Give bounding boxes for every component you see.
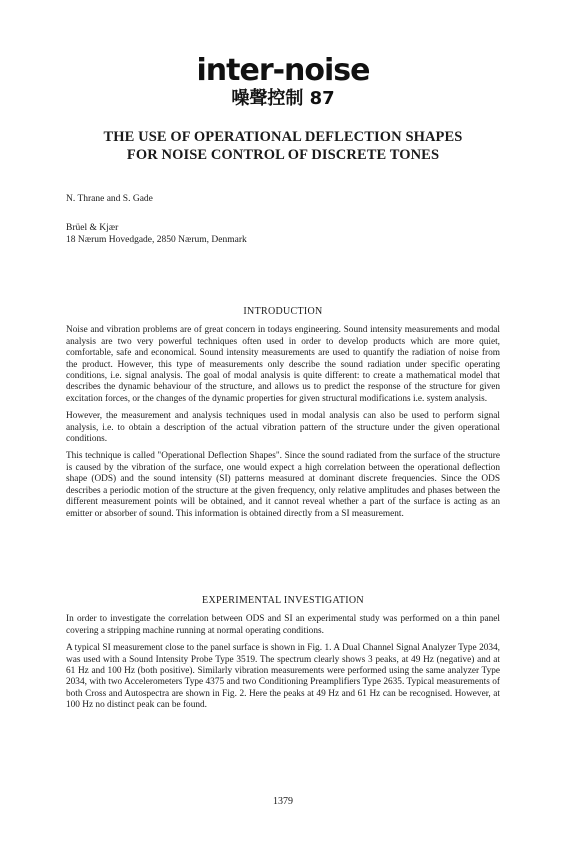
paragraph: A typical SI measurement close to the panel surface is shown in Fig. 1. A Dual Channel Signal Analyzer Type 2034, was used with a Sound Intensity Probe Type 3519. The spectrum clearly shows 3 peaks, at 49 Hz (negative) and at 61 Hz and 100 Hz (both positive). Similarly vibration measurements were performed using the same analyzer Type 2034, with two Accelerometers Type 4375 and two Conditioning Preamplifiers Type 2635. Typical measurements of both Cross and Autospectra are shown in Fig. 2. Here the peaks at 49 Hz and 61 Hz can be recognised. However, at 100 Hz no distinct peak can be found. bbox=[66, 643, 500, 711]
paragraph: In order to investigate the correlation between ODS and SI an experimental study was performed on a thin panel covering a stripping machine running at normal operating conditions. bbox=[66, 614, 500, 636]
conference-logo bbox=[0, 55, 566, 110]
paragraph: Noise and vibration problems are of great concern in todays engineering. Sound intensity measurements and modal analysis are two very powerful techniques often used in order to develop products which are more quiet, comfortable, safe and economical. Sound intensity measurements are used to quantify the radiation of noise from the product. However, this type of measurements only describe the sound radiation under specific operating conditions, i.e. signal analysis. The goal of modal analysis is quite different: to create a mathematical model that describes the dynamic behaviour of the structure, and allows us to predict the response of the structure for given excitation forces, or the changes of the dynamic properties for given structural modifications i.e. system analysis. bbox=[66, 325, 500, 404]
affiliation-address: 18 Nærum Hovedgade, 2850 Nærum, Denmark bbox=[66, 235, 247, 245]
logo-subtitle: 噪聲控制 87 bbox=[231, 88, 335, 109]
title-line: THE USE OF OPERATIONAL DEFLECTION SHAPES bbox=[103, 129, 463, 145]
section-heading: EXPERIMENTAL INVESTIGATION bbox=[202, 595, 364, 606]
introduction-section bbox=[66, 306, 500, 526]
authors: N. Thrane and S. Gade bbox=[66, 194, 153, 204]
logo-text: inter-noise bbox=[196, 53, 370, 88]
affiliation bbox=[66, 222, 247, 246]
title-line: FOR NOISE CONTROL OF DISCRETE TONES bbox=[126, 147, 440, 163]
paragraph: This technique is called "Operational Deflection Shapes". Since the sound radiated from the surface of the structure is caused by the vibration of the surface, one would expect a high correlation between the operational deflection shape (ODS) and the sound intensity (SI) patterns measured at dominant discrete frequencies. Since the ODS describes a periodic motion of the structure at the given frequency, only relative amplitudes and phases between the different measurement points will be obtained, and it cannot reveal whether a part of the surface is acting as an emitter or absorber of sound. This information is obtained directly from a SI measurement. bbox=[66, 451, 500, 519]
section-heading: INTRODUCTION bbox=[243, 306, 323, 317]
page-number: 1379 bbox=[273, 796, 293, 807]
paper-title bbox=[0, 128, 566, 164]
affiliation-name: Brüel & Kjær bbox=[66, 223, 119, 233]
experimental-section bbox=[66, 595, 500, 718]
paragraph: However, the measurement and analysis techniques used in modal analysis can also be used to perform signal analysis, i.e. to obtain a description of the actual vibration pattern of the structure under the given operational conditions. bbox=[66, 411, 500, 445]
